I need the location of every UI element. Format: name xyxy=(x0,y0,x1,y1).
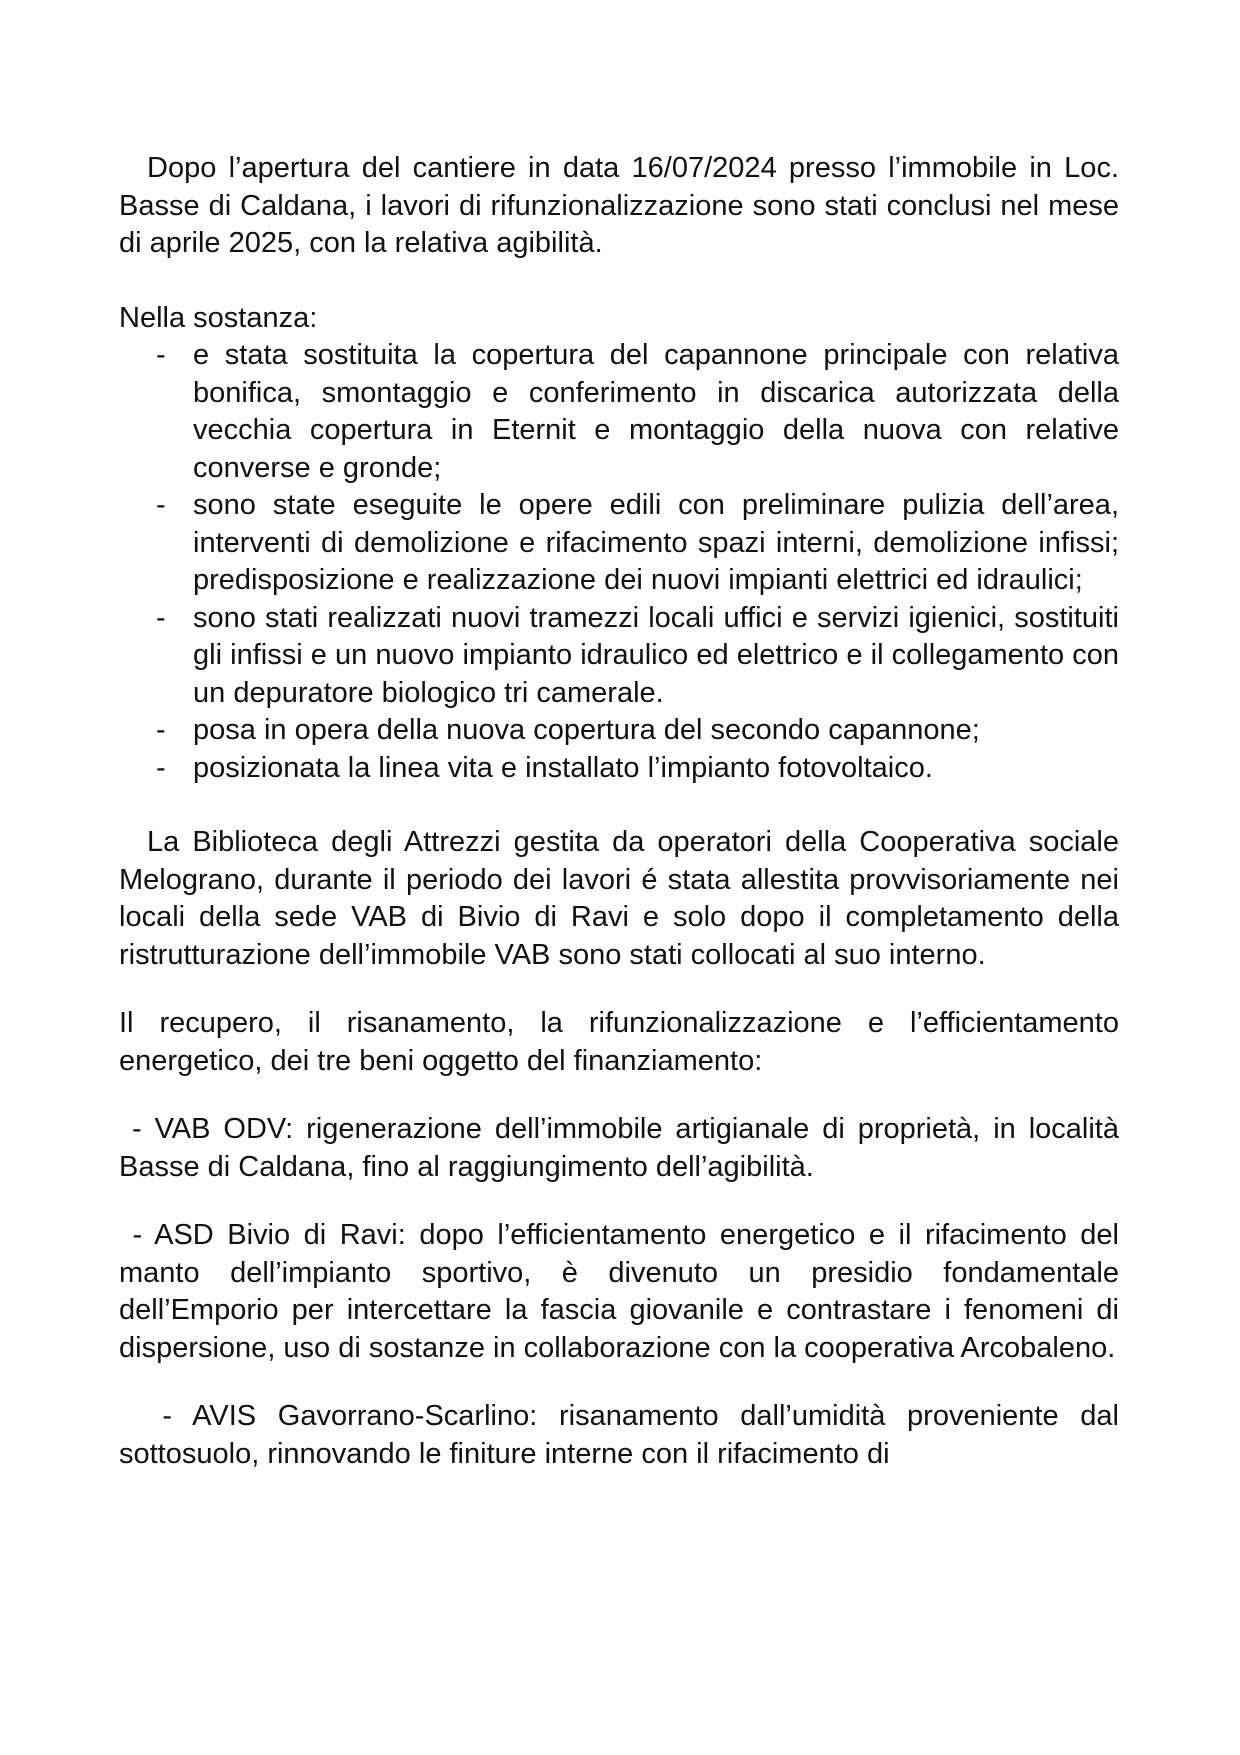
item-prefix: - xyxy=(119,1219,155,1251)
summary-heading: Nella sostanza: xyxy=(119,301,318,334)
document-body xyxy=(119,150,1119,1473)
bullet-dash: - xyxy=(156,751,166,784)
list-item xyxy=(119,600,1119,713)
list-item-text: sono stati realizzati nuovi tramezzi locali uffici e servizi igienici, sostituiti gli infissi e un nuovo impianto idraulico ed elettrico e il collegamento con un depuratore biologico tri camerale. xyxy=(193,601,1119,709)
works-list xyxy=(119,337,1119,787)
bullet-dash: - xyxy=(156,489,166,521)
list-item xyxy=(119,487,1119,600)
list-item-text: posizionata la linea vita e installato l’impianto fotovoltaico. xyxy=(193,751,933,784)
bullet-dash: - xyxy=(156,339,166,371)
list-item xyxy=(119,712,1119,750)
list-item-text: posa in opera della nuova copertura del secondo capannone; xyxy=(193,714,980,746)
beneficiary-item-vab xyxy=(119,1111,1119,1186)
recupero-paragraph: Il recupero, il risanamento, la rifunzionalizzazione e l’efficientamento energetico, dei tre beni oggetto del finanziamento: xyxy=(119,1007,1119,1077)
beneficiary-item-asd xyxy=(119,1217,1119,1367)
item-text: AVIS Gavorrano-Scarlino: risanamento dall’umidità proveniente dal sottosuolo, rinnovando le finiture interne con il rifacimento di xyxy=(119,1400,1119,1470)
item-prefix: - xyxy=(119,1113,155,1145)
item-text: ASD Bivio di Ravi: dopo l’efficientamento energetico e il rifacimento del manto dell’impianto sportivo, è divenuto un presidio fondamentale dell’Emporio per intercettare la fascia giovanile e contrastare i fenomeni di dispersione, uso di sostanze in collaborazione con la cooperativa Arcobaleno. xyxy=(119,1219,1119,1364)
list-item xyxy=(119,750,1119,788)
item-text: VAB ODV: rigenerazione dell’immobile artigianale di proprietà, in località Basse di Caldana, fino al raggiungimento dell’agibilità. xyxy=(119,1113,1119,1183)
list-item-text: e stata sostituita la copertura del capannone principale con relativa bonifica, smontaggio e conferimento in discarica autorizzata della vecchia copertura in Eternit e montaggio della nuova con relative converse e gronde; xyxy=(193,339,1119,484)
beneficiary-item-avis xyxy=(119,1398,1119,1473)
item-prefix: - xyxy=(119,1400,193,1432)
intro-paragraph: Dopo l’apertura del cantiere in data 16/07/2024 presso l’immobile in Loc. Basse di Caldana, i lavori di rifunzionalizzazione sono stati conclusi nel mese di aprile 2025, con la relativa agibilità. xyxy=(119,152,1119,259)
bullet-dash: - xyxy=(156,601,166,634)
list-item-text: sono state eseguite le opere edili con preliminare pulizia dell’area, interventi di demolizione e rifacimento spazi interni, demolizione infissi; predisposizione e realizzazione dei nuovi impianti elettrici ed idraulici; xyxy=(193,489,1119,596)
bullet-dash: - xyxy=(156,714,166,746)
list-item xyxy=(119,337,1119,487)
biblioteca-paragraph: La Biblioteca degli Attrezzi gestita da operatori della Cooperativa sociale Melograno, durante il periodo dei lavori é stata allestita provvisoriamente nei locali della sede VAB di Bivio di Ravi e solo dopo il completamento della ristrutturazione dell’immobile VAB sono stati collocati al suo interno. xyxy=(119,826,1119,971)
